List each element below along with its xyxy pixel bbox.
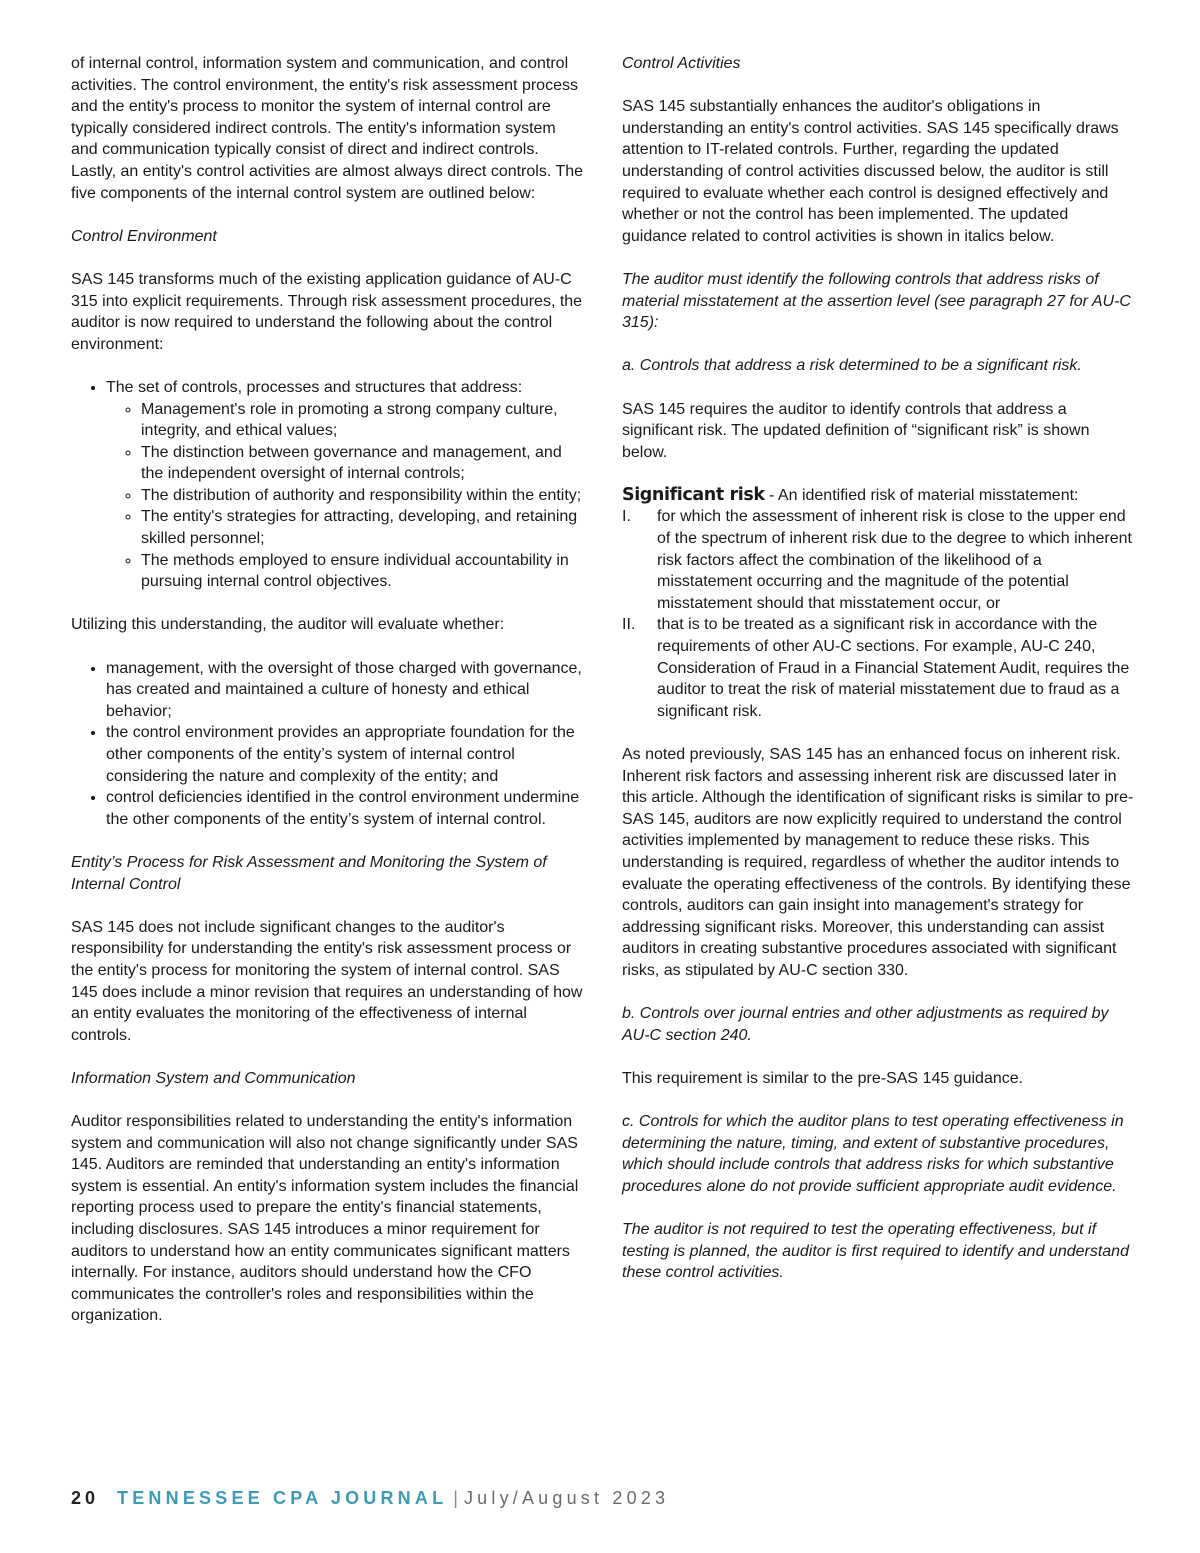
section-heading-control-environment: Control Environment	[71, 227, 217, 245]
list-item: ◦ The entity's strategies for attracting, developing, and retaining skilled personnel;	[141, 506, 586, 549]
list-item-number: II.	[622, 616, 636, 634]
requirement-paragraph: The auditor must identify the following controls that address risks of material misstatement at the assertion level (see paragraph 27 for AU-C 315):	[622, 270, 1131, 332]
significant-risk-list	[622, 506, 1134, 722]
evaluate-intro: Utilizing this understanding, the auditor will evaluate whether:	[71, 616, 505, 634]
control-environment-paragraph: SAS 145 transforms much of the existing application guidance of AU-C 315 into explicit requirements. Through risk assessment procedures, the auditor is now required to understand the following about the control environment:	[71, 270, 583, 353]
issue-date: July/August 2023	[463, 1488, 670, 1508]
closing-paragraph: The auditor is not required to test the operating effectiveness, but if testing is planned, the auditor is first required to identify and understand these control activities.	[622, 1221, 1129, 1282]
requirement-item-a: a. Controls that address a risk determined to be a significant risk.	[622, 357, 1082, 375]
list-item	[622, 614, 1134, 722]
page-footer	[71, 1488, 669, 1509]
journal-title: TENNESSEE CPA JOURNAL	[117, 1488, 448, 1508]
list-item: • management, with the oversight of those charged with governance, has created and maintained a culture of honesty and ethical behavior;	[106, 658, 586, 723]
section-heading-risk-assessment: Entity’s Process for Risk Assessment and Monitoring the System of Internal Control	[71, 853, 547, 893]
list-item: ◦ The distinction between governance and management, and the independent oversight of internal controls;	[141, 442, 586, 485]
footer-separator: |	[453, 1488, 458, 1508]
requirement-item-b: b. Controls over journal entries and other adjustments as required by AU-C section 240.	[622, 1005, 1109, 1044]
significant-risk-term: Significant risk	[622, 484, 765, 505]
significant-risk-intro: SAS 145 requires the auditor to identify controls that address a significant risk. The updated definition of “significant risk” is shown below.	[622, 400, 1090, 461]
list-item: ◦ The distribution of authority and responsibility within the entity;	[141, 485, 586, 507]
significant-risk-definition	[622, 485, 1134, 507]
right-column	[622, 53, 1134, 1305]
control-activities-paragraph: SAS 145 substantially enhances the auditor's obligations in understanding an entity's control activities. SAS 145 specifically draws attention to IT-related controls. Further, regarding the updated understanding of control activities discussed below, the auditor is still required to evaluate whether each control is designed effectively and whether or not the control has been implemented. The updated guidance related to control activities is shown in italics below.	[622, 98, 1119, 245]
left-column	[71, 53, 586, 1349]
inherent-risk-paragraph: As noted previously, SAS 145 has an enhanced focus on inherent risk. Inherent risk factors and assessing inherent risk are discussed later in this article. Although the identification of significant risks is similar to pre-SAS 145, auditors are now explicitly required to understand the control activities implemented by management to reduce these risks. This understanding is required, regardless of whether the auditor intends to evaluate the operating effectiveness of the controls. By identifying these controls, auditors can gain insight into management's strategy for addressing significant risks. Moreover, this understanding can assist auditors in creating substantive procedures associated with significant risks, as stipulated by AU-C section 330.	[622, 746, 1134, 979]
control-environment-list	[71, 377, 586, 593]
intro-paragraph: of internal control, information system and communication, and control activities. The control environment, the entity's risk assessment process and the entity's process to monitor the system of internal control are typically considered indirect controls. The entity's information system and communication typically consist of direct and indirect controls. Lastly, an entity's control activities are almost always direct controls. The five components of the internal control system are outlined below:	[71, 55, 584, 202]
list-item	[622, 506, 1134, 614]
list-item	[106, 377, 586, 593]
list-item: • the control environment provides an appropriate foundation for the other components of the entity’s system of internal control considering the nature and complexity of the entity; and	[106, 722, 586, 787]
page-number: 20	[71, 1488, 100, 1508]
requirement-item-c: c. Controls for which the auditor plans to test operating effectiveness in determining the nature, timing, and extent of substantive procedures, which should include controls that address risks for which substantive procedures alone do not provide sufficient appropriate audit evidence.	[622, 1113, 1124, 1195]
evaluate-list	[71, 658, 586, 831]
list-item-number: I.	[622, 508, 631, 526]
list-item: ◦ Management's role in promoting a strong company culture, integrity, and ethical values;	[141, 399, 586, 442]
sub-list	[106, 399, 586, 593]
section-heading-information-system: Information System and Communication	[71, 1069, 356, 1087]
list-item-text: that is to be treated as a significant risk in accordance with the requirements of other AU-C sections. For example, AU-C 240, Consideration of Fraud in a Financial Statement Audit, requires the auditor to treat the risk of material misstatement due to fraud as a significant risk.	[657, 616, 1130, 720]
list-item: • control deficiencies identified in the control environment undermine the other components of the entity’s system of internal control.	[106, 787, 586, 830]
section-heading-control-activities: Control Activities	[622, 55, 741, 72]
list-item: ◦ The methods employed to ensure individual accountability in pursuing internal control objectives.	[141, 550, 586, 593]
list-item-text: The set of controls, processes and structures that address:	[106, 378, 523, 396]
information-system-paragraph: Auditor responsibilities related to understanding the entity's information system and communication will also not change significantly under SAS 145. Auditors are reminded that understanding an entity's information system is essential. An entity's information system includes the financial reporting process used to prepare the entity's financial statements, including disclosures. SAS 145 introduces a minor requirement for auditors to understand how an entity communicates significant matters internally. For instance, auditors should understand how the CFO communicates the controller's roles and responsibilities within the organization.	[71, 1113, 579, 1325]
requirement-b-note: This requirement is similar to the pre-SAS 145 guidance.	[622, 1069, 1024, 1087]
list-item-text: for which the assessment of inherent risk is close to the upper end of the spectrum of inherent risk due to the degree to which inherent risk factors affect the combination of the likelihood of a misstatement occurring and the magnitude of the potential misstatement should that misstatement occur, or	[657, 508, 1132, 612]
risk-assessment-paragraph: SAS 145 does not include significant changes to the auditor's responsibility for understanding the entity's risk assessment process or the entity's process for monitoring the system of internal control. SAS 145 does include a minor revision that requires an understanding of how an entity evaluates the monitoring of the effectiveness of internal controls.	[71, 918, 583, 1044]
significant-risk-description: - An identified risk of material misstatement:	[764, 486, 1079, 504]
